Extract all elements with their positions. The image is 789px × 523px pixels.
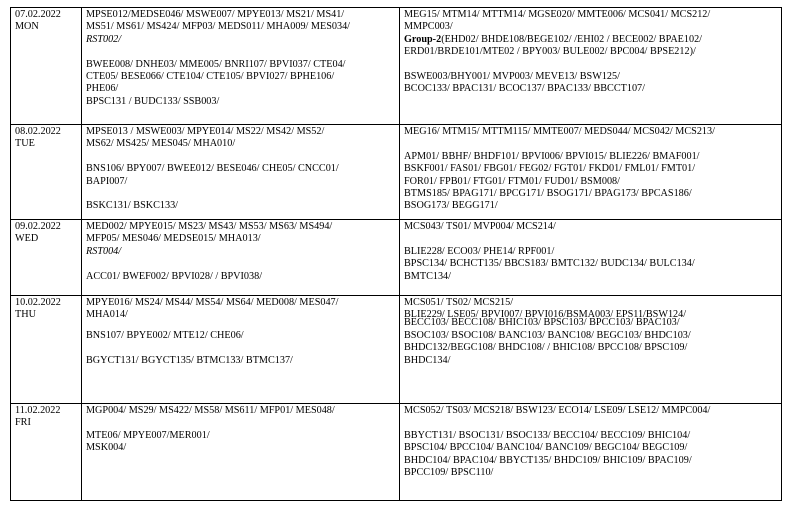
course-codes-cell: [400, 404, 782, 501]
course-codes-cell: [400, 8, 782, 125]
course-code-line: BLIE228/ ECO03/ PHE14/ RPF001/: [404, 245, 555, 257]
course-code-line: FOR01/ FPB01/ FTG01/ FTM01/ FUD01/ BSM008/: [404, 175, 620, 187]
group-label: Group-2: [404, 33, 442, 45]
course-code-line: RST002/: [86, 33, 122, 45]
exam-schedule-table: [10, 7, 782, 501]
exam-day: WED: [15, 233, 39, 245]
course-code-line: BECC103/ BECC108/ BHIC103/ BPSC103/ BPCC103/ BPAC103/: [404, 317, 680, 329]
course-code-line: MFP05/ MES046/ MEDSE015/ MHA013/: [86, 233, 261, 245]
course-code-line: BHDC104/ BPAC104/ BBYCT135/ BHDC109/ BHIC109/ BPAC109/: [404, 454, 692, 466]
course-code-line: BPSC134/ BCHCT135/ BBCS183/ BMTC132/ BUDC134/ BULC134/: [404, 258, 695, 270]
course-code-line: MGP004/ MS29/ MS422/ MS58/ MS611/ MFP01/ MES048/: [86, 405, 335, 416]
course-codes-cell: [400, 296, 782, 404]
blank-line: [404, 417, 778, 429]
schedule-row: [11, 296, 782, 404]
course-code-line: BHDC132/BEGC108/ BHDC108/ / BHIC108/ BPCC108/ BPSC109/: [404, 342, 688, 354]
course-code-line: MHA014/: [86, 309, 128, 318]
exam-day: THU: [15, 309, 36, 321]
course-code-line: BSWE003/BHY001/ MVP003/ MEVE13/ BSW125/: [404, 71, 620, 83]
course-code-line: MCS052/ TS03/ MCS218/ BSW123/ ECO14/ LSE09/ LSE12/ MMPC004/: [404, 405, 711, 416]
course-code-line: MS62/ MS425/ MES045/ MHA010/: [86, 138, 236, 150]
blank-line: [86, 151, 396, 163]
course-code-line: MSK004/: [86, 442, 127, 454]
course-code-line: BTMS185/ BPAG171/ BPCG171/ BSOG171/ BPAG173/ BPCAS186/: [404, 188, 692, 200]
date-cell: [11, 125, 82, 220]
course-code-line: MPSE013 / MSWE003/ MPYE014/ MS22/ MS42/ MS52/: [86, 126, 325, 137]
course-code-line: BLIE229/ LSE05/ BPVI007/ BPVI016/BSMA003/ EPS11/BSW124/: [404, 309, 687, 318]
course-codes-cell: [82, 8, 400, 125]
exam-date: 07.02.2022: [15, 9, 61, 20]
course-code-line: MMPC003/: [404, 21, 453, 33]
course-code-line: BGYCT131/ BGYCT135/ BTMC133/ BTMC137/: [86, 354, 293, 366]
blank-line: [404, 138, 778, 150]
exam-date: 11.02.2022: [15, 405, 61, 416]
course-code-line: BSKF001/ FAS01/ FBG01/ FEG02/ FGT01/ FKD01/ FML01/ FMT01/: [404, 163, 696, 175]
course-code-line: MS51/ MS61/ MS424/ MFP03/ MEDS011/ MHA009/ MES034/: [86, 21, 350, 33]
course-codes-cell: [400, 125, 782, 220]
exam-day: MON: [15, 21, 39, 33]
exam-day: FRI: [15, 417, 31, 429]
course-code-line: BMTC134/: [404, 270, 451, 282]
date-cell: [11, 404, 82, 501]
course-code-line: RST004/: [86, 245, 122, 257]
course-code-line: MED002/ MPYE015/ MS23/ MS43/ MS53/ MS63/ MS494/: [86, 221, 333, 232]
course-code-line: BPSC131 / BUDC133/ SSB003/: [86, 95, 220, 107]
course-code-line: MCS043/ TS01/ MVP004/ MCS214/: [404, 221, 556, 232]
course-code-line: PHE06/: [86, 83, 119, 95]
course-code-line: APM01/ BBHF/ BHDF101/ BPVI006/ BPVI015/ BLIE226/ BMAF001/: [404, 150, 700, 162]
exam-date: 10.02.2022: [15, 297, 61, 308]
course-code-line: [404, 34, 778, 46]
blank-line: [86, 258, 396, 270]
blank-line: [404, 59, 778, 71]
schedule-row: [11, 404, 782, 501]
course-code-line: BBYCT131/ BSOC131/ BSOC133/ BECC104/ BECC109/ BHIC104/: [404, 429, 691, 441]
course-codes-cell: [82, 220, 400, 296]
exam-date: 09.02.2022: [15, 221, 61, 232]
course-code-line: BSOG173/ BEGG171/: [404, 200, 498, 212]
course-code-line: BPSC104/ BPCC104/ BANC104/ BANC109/ BEGC104/ BEGC109/: [404, 442, 688, 454]
date-cell: [11, 220, 82, 296]
course-codes-cell: [82, 296, 400, 404]
exam-date: 08.02.2022: [15, 126, 61, 137]
course-code-line: ERD01/BRDE101/MTE02 / BPY003/ BULE002/ BPC004/ BPSE212)/: [404, 46, 696, 58]
blank-line: [404, 233, 778, 245]
blank-line: [86, 417, 396, 429]
blank-line: [86, 317, 396, 329]
blank-line: [86, 342, 396, 354]
schedule-row: [11, 220, 782, 296]
course-code-line: BCOC133/ BPAC131/ BCOC137/ BPAC133/ BBCCT107/: [404, 83, 645, 95]
course-code-line: BSKC131/ BSKC133/: [86, 200, 178, 212]
course-code-line: CTE05/ BESE066/ CTE104/ CTE105/ BPVI027/ BPHE106/: [86, 71, 335, 83]
course-codes-cell: [82, 125, 400, 220]
course-code-line: ACC01/ BWEF002/ BPVI028/ / BPVI038/: [86, 270, 263, 282]
course-code-line: MTE06/ MPYE007/MER001/: [86, 429, 210, 441]
schedule-row: [11, 8, 782, 125]
blank-line: [86, 46, 396, 58]
course-code-line: MPYE016/ MS24/ MS44/ MS54/ MS64/ MED008/ MES047/: [86, 297, 339, 308]
date-cell: [11, 8, 82, 125]
course-codes-cell: [400, 220, 782, 296]
date-cell: [11, 296, 82, 404]
course-code-line: BHDC134/: [404, 354, 451, 366]
course-code-line: MCS051/ TS02/ MCS215/: [404, 297, 514, 308]
course-code-line: BAPI007/: [86, 175, 128, 187]
course-codes-cell: [82, 404, 400, 501]
group-codes: (EHD02/ BHDE108/BEGE102/ /EHI02 / BECE002/ BPAE102/: [441, 33, 703, 45]
course-code-line: MPSE012/MEDSE046/ MSWE007/ MPYE013/ MS21/ MS41/: [86, 9, 345, 20]
course-code-line: BWEE008/ DNHE03/ MME005/ BNRI107/ BPVI037/ CTE04/: [86, 58, 346, 70]
course-code-line: BPCC109/ BPSC110/: [404, 467, 494, 479]
exam-day: TUE: [15, 138, 35, 150]
course-code-line: BNS107/ BPYE002/ MTE12/ CHE06/: [86, 329, 244, 341]
course-code-line: MEG16/ MTM15/ MTTM115/ MMTE007/ MEDS044/ MCS042/ MCS213/: [404, 126, 715, 137]
course-code-line: MEG15/ MTM14/ MTTM14/ MGSE020/ MMTE006/ MCS041/ MCS212/: [404, 9, 711, 20]
course-code-line: BSOC103/ BSOC108/ BANC103/ BANC108/ BEGC103/ BHDC103/: [404, 329, 691, 341]
schedule-row: [11, 125, 782, 220]
course-code-line: BNS106/ BPY007/ BWEE012/ BESE046/ CHE05/ CNCC01/: [86, 163, 339, 175]
blank-line: [86, 188, 396, 200]
